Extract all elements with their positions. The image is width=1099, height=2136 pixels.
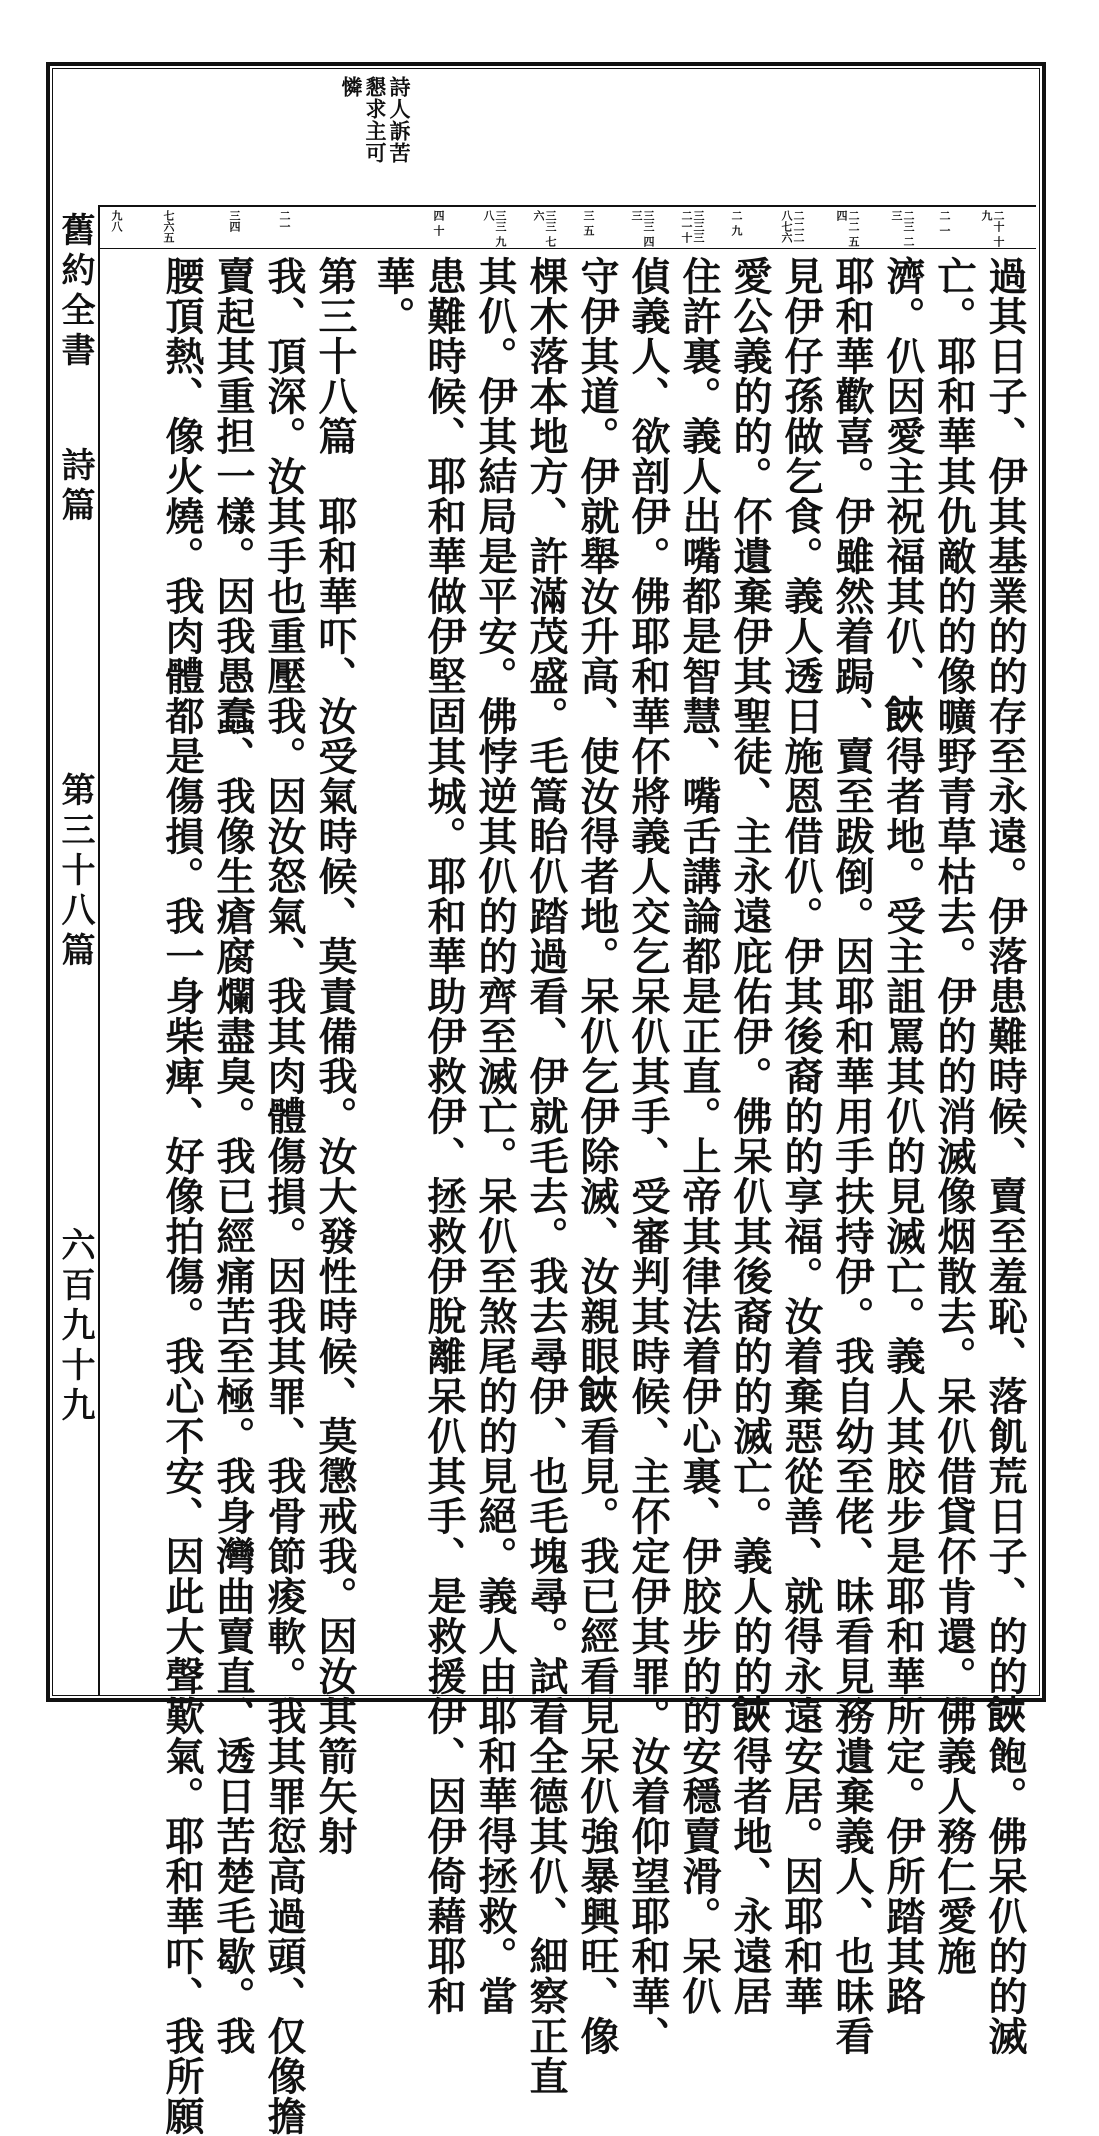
verse-number: 二 一 [938,210,951,236]
verse-number: 二三 二三 [890,210,915,247]
header-note-line-3: 憐 [339,76,364,98]
header-note-line-1: 詩人訴苦 [387,76,412,164]
verse-number: 二 九 [730,210,743,236]
verse-number: 三三 九八 [482,210,507,247]
verse-number: 七六五 [162,210,175,243]
text-column: 患難時候、耶和華做伊堅固其城。耶和華助伊救伊、拯救伊脫離呆仈其手、是救援伊、因伊倚藉耶和 [421,256,467,2016]
verse-number: 二二二 八七六 [780,210,805,243]
header-note [208,76,410,164]
verse-number: 二一 [278,210,291,232]
text-column: 偵義人、欲剖伊。佛耶和華伓將義人交乞呆仈其手、受審判其時候、主伓定伊其罪。汝着仰望耶和華、 [625,256,671,2056]
spine [52,212,98,1692]
text-column: 腰頂熱、像火燒。我肉體都是傷損。我一身柴痺、好像拍傷。我心不安、因此大聲歎氣。耶和華吓、我所願 [159,256,205,2136]
verse-number: 三三 四三 [630,210,655,247]
text-column: 住許裏。義人出嘴都是智慧、嘴舌講論都是正直。上帝其律法着伊心裏、伊胶步的的安穩賣滑。呆仈 [676,256,722,2016]
verse-number: 三三 七六 [532,210,557,247]
text-column: 華。 [370,256,416,336]
verse-number: 三四 [228,210,241,232]
text-column: 第三十八篇 耶和華吓、汝受氣時候、莫責備我。汝大發性時候、莫懲戒我。因汝其箭矢射 [312,256,358,1856]
verse-number-rule [100,248,1036,249]
text-column: 濟。仈因愛主祝福其仈、𩛩得者地。受主詛罵其仈的見滅亡。義人其胶步是耶和華所定。伊所踏其路 [880,256,926,2016]
verse-number: 二十 十九 [980,210,1005,247]
spine-section: 詩篇 [55,447,95,527]
verse-number: 三 五 [582,210,595,236]
text-column: 耶和華歡喜。伊雖然着跼、賣至跋倒。因耶和華用手扶持伊。我自幼至佬、昧看見務遺棄義人、也昧看 [829,256,875,2056]
header-rule [98,205,1036,207]
text-column: 見伊仔孫做乞食。義人透日施恩借仈。伊其後裔的的享福。汝着棄惡從善、就得永遠安居。因耶和華 [778,256,824,2016]
text-column: 亡。耶和華其仇敵的的像曠野青草枯去。伊的的消滅像烟散去。呆仈借貸伓肯還。佛義人務仁愛施 [931,256,977,1976]
verse-number: 二二 五四 [835,210,860,247]
text-column: 棵木落本地方、許滿茂盛。毛篙眙仈踏過看、伊就毛去。我去尋伊、也毛塊尋。試看全德其仈、細察正直 [523,256,569,2096]
spine-book: 舊約全書 [55,212,95,372]
text-column: 守伊其道。伊就舉汝升高、使汝得者地。呆仈乞伊除滅、汝親眼𩛩看見。我已經看見呆仈強暴興旺、像 [574,256,620,2056]
text-column: 過其日子、伊其基業的的存至永遠。伊落患難時候、賣至羞恥、落飢荒日子、的的𩛩飽。佛呆仈的的滅 [982,256,1028,2056]
verse-number: 四 十 [432,210,445,236]
text-column: 其仈。伊其結局是平安。佛悖逆其仈的的齊至滅亡。呆仈至煞尾的的見絕。義人由耶和華得拯救。當 [472,256,518,2016]
text-column: 賣起其重担一樣。因我愚蠢、我像生瘡腐爛盡臭。我已經痛苦至極。我身灣曲賣直、透日苦楚毛歇。我 [210,256,256,2056]
spine-page: 六百九十九 [55,1227,95,1427]
verse-number: 三三三 二一十 [680,210,705,243]
header-note-line-2: 懇求主可 [363,76,388,164]
text-column: 我、頂深。汝其手也重壓我。因汝怒氣、我其肉體傷損。因我其罪、我骨節痠軟。我其罪愆高過頭、仅像擔 [261,256,307,2136]
spine-chapter: 第三十八篇 [55,772,95,972]
verse-number: 九八 [110,210,123,232]
text-column: 愛公義的的。伓遺棄伊其聖徒、主永遠庇佑伊。佛呆仈其後裔的的滅亡。義人的的𩛩得者地、永遠居 [727,256,773,2016]
verse-number-row [100,208,1036,248]
scripture-body [100,252,1036,2136]
